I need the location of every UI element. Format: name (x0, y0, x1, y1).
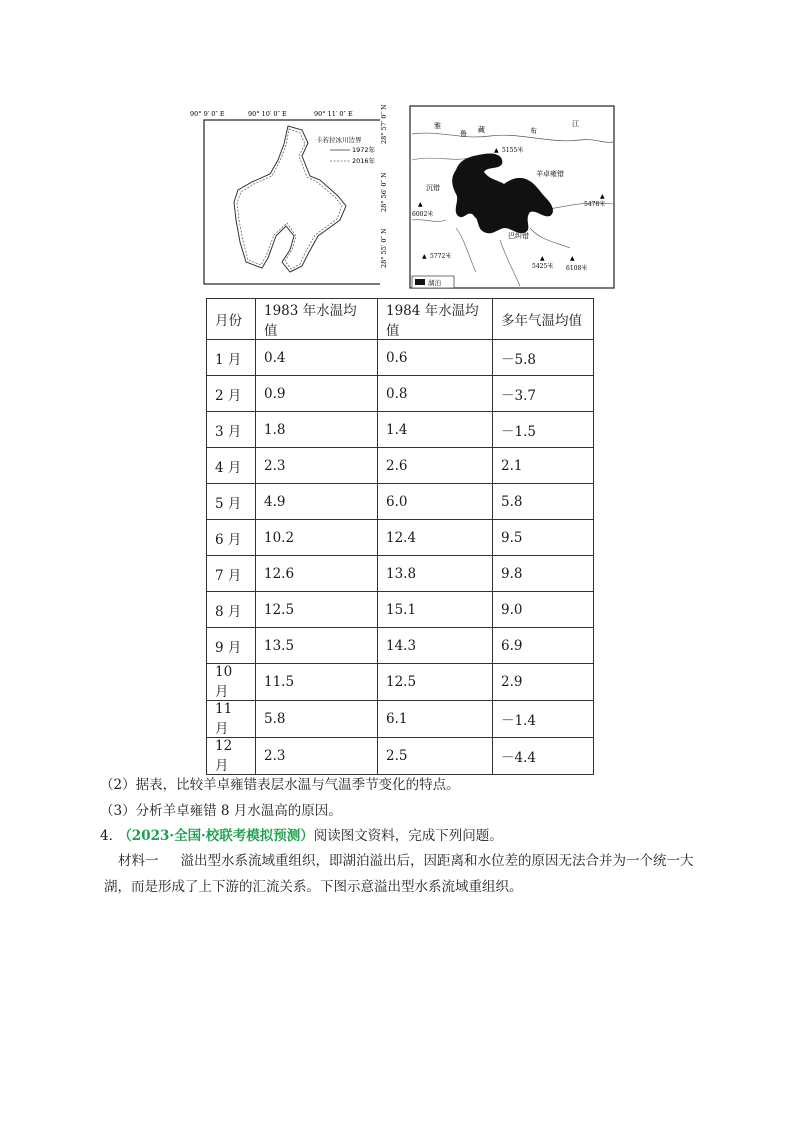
peak-label: 5425米 (532, 263, 554, 270)
coord-side-2: 28° 56′ 0″ N (380, 172, 388, 212)
coord-top-2: 90° 10′ 0″ E (248, 110, 287, 118)
table-cell: 9.5 (493, 520, 594, 556)
river-char: 鲁 (460, 130, 467, 138)
table-cell: －5.8 (493, 340, 594, 376)
table-cell: －1.5 (493, 412, 594, 448)
table-row (207, 592, 594, 628)
table-cell: 0.9 (256, 376, 378, 412)
table-cell: 6.0 (378, 484, 493, 520)
table-cell: 10 月 (207, 664, 256, 701)
peak-label: 6108米 (566, 265, 588, 272)
table-cell: 13.8 (378, 556, 493, 592)
header-cell: 1984 年水温均值 (378, 299, 493, 340)
lake-label-bajiu: 巴纠错 (508, 232, 529, 240)
table-cell: 2.3 (256, 448, 378, 484)
river-char: 雅 (434, 122, 441, 130)
table-cell: 4.9 (256, 484, 378, 520)
peak-label: 6002米 (412, 211, 434, 218)
yarlung-river (412, 133, 613, 142)
question-2: （2）据表，比较羊卓雍错表层水温与气温季节变化的特点。 (100, 777, 460, 793)
legend-lake-swatch (415, 279, 425, 285)
table-cell: －1.4 (493, 701, 594, 738)
river-branch (412, 158, 470, 160)
river-branch (412, 220, 446, 222)
peak-label: 5155米 (502, 147, 524, 154)
table-cell: 5.8 (256, 701, 378, 738)
peak-icon: ▲ (422, 253, 427, 260)
table-cell: 11 月 (207, 701, 256, 738)
yamdrok-lake-map (380, 100, 616, 292)
glacier-outline-2016 (237, 129, 342, 269)
river-char: 布 (530, 127, 537, 135)
header-cell: 多年气温均值 (493, 299, 594, 340)
question-number: 4． (100, 828, 123, 844)
table-cell: 13.5 (256, 628, 378, 664)
table-row (207, 412, 594, 448)
table-cell: 12.5 (256, 592, 378, 628)
legend-label-1972: 1972年 (352, 146, 376, 154)
peak-icon: ▲ (540, 255, 545, 262)
peak-icon: ▲ (494, 147, 499, 154)
coord-top-3: 90° 11′ 0″ E (314, 110, 353, 118)
table-cell: 9 月 (207, 628, 256, 664)
table-cell: 2.1 (493, 448, 594, 484)
table-row (207, 376, 594, 412)
table-cell: 2.9 (493, 664, 594, 701)
table-row (207, 628, 594, 664)
map-frame (204, 120, 386, 284)
table-cell: 1.4 (378, 412, 493, 448)
table-row (207, 448, 594, 484)
table-cell: 2 月 (207, 376, 256, 412)
table-cell: 12 月 (207, 738, 256, 775)
table-cell: 10.2 (256, 520, 378, 556)
legend-lake-label: 湖泊 (428, 279, 441, 287)
table-cell: 0.6 (378, 340, 493, 376)
peak-label: 5478米 (584, 201, 606, 208)
table-cell: 12.4 (378, 520, 493, 556)
table-cell: 7 月 (207, 556, 256, 592)
table-row (207, 664, 594, 701)
table-row (207, 738, 594, 775)
table-cell: 15.1 (378, 592, 493, 628)
table-row (207, 701, 594, 738)
glacier-boundary-map (190, 108, 396, 288)
water-temperature-table (206, 298, 594, 775)
legend-label-2016: 2016年 (352, 157, 376, 165)
table-cell: 2.5 (378, 738, 493, 775)
coord-side-3: 28° 55′ 0″ N (380, 228, 388, 268)
table-cell: 2.3 (256, 738, 378, 775)
table-cell: 2.6 (378, 448, 493, 484)
header-cell: 月份 (207, 299, 256, 340)
header-cell: 1983 年水温均值 (256, 299, 378, 340)
table-row (207, 340, 594, 376)
peak-icon: ▲ (570, 255, 575, 262)
table-cell: 6.9 (493, 628, 594, 664)
table-row (207, 556, 594, 592)
table-cell: －3.7 (493, 376, 594, 412)
table-cell: 0.8 (378, 376, 493, 412)
question-3: （3）分析羊卓雍错 8 月水温高的原因。 (100, 803, 342, 819)
material-paragraph (104, 848, 704, 900)
legend-title: 卡若拉冰川边界 (316, 136, 362, 144)
table-cell: －4.4 (493, 738, 594, 775)
table-row (207, 484, 594, 520)
table-cell: 11.5 (256, 664, 378, 701)
river-branch (456, 228, 476, 272)
table-cell: 6 月 (207, 520, 256, 556)
table-cell: 0.4 (256, 340, 378, 376)
material-text: 溢出型水系流域重组织，即湖泊溢出后，因距离和水位差的原因无法合并为一个统一大湖，而是形成了上下游的汇流关系。下图示意溢出型水系流域重组织。 (104, 853, 694, 895)
table-cell: 12.5 (378, 664, 493, 701)
lake-label-chen: 沉错 (426, 184, 440, 192)
table-cell: 9.0 (493, 592, 594, 628)
question-4-header (100, 826, 503, 846)
peak-icon: ▲ (418, 201, 423, 208)
river-char: 藏 (478, 126, 485, 134)
river-char: 江 (572, 120, 579, 128)
table-row (207, 520, 594, 556)
river-branch (500, 240, 520, 286)
table-cell: 1.8 (256, 412, 378, 448)
coord-side-1: 28° 57′ 0″ N (380, 104, 388, 144)
river-branch (530, 228, 570, 248)
table-header-row (207, 299, 594, 340)
lake-label-yamdrok: 羊卓雍错 (536, 170, 564, 178)
data-table (206, 298, 594, 775)
coord-top-1: 90° 9′ 0″ E (190, 110, 225, 118)
table-cell: 12.6 (256, 556, 378, 592)
table-cell: 8 月 (207, 592, 256, 628)
peak-label: 5772米 (430, 253, 452, 260)
table-cell: 6.1 (378, 701, 493, 738)
table-cell: 9.8 (493, 556, 594, 592)
question-4-text: 阅读图文资料，完成下列问题。 (313, 828, 503, 844)
material-lead: 材料一 (118, 853, 159, 869)
table-cell: 5 月 (207, 484, 256, 520)
lake-yamdrok (452, 153, 553, 233)
question-source: （2023·全国·校联考模拟预测） (118, 828, 314, 844)
table-cell: 14.3 (378, 628, 493, 664)
table-cell: 4 月 (207, 448, 256, 484)
table-cell: 3 月 (207, 412, 256, 448)
peak-icon: ▲ (600, 193, 605, 200)
table-cell: 5.8 (493, 484, 594, 520)
glacier-outline-1972 (234, 126, 346, 272)
table-cell: 1 月 (207, 340, 256, 376)
